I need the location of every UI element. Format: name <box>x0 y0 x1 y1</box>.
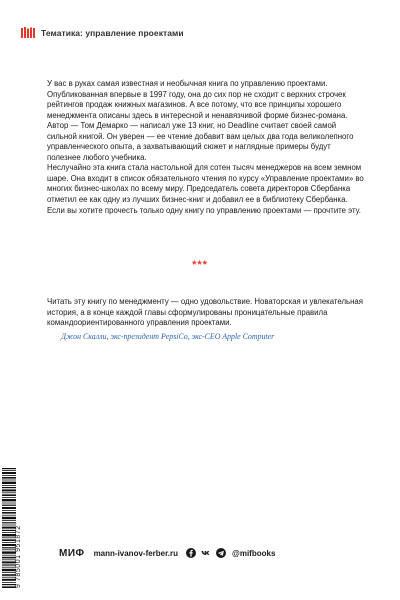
book-stack-icon <box>21 27 36 38</box>
publisher-logo: МИФ <box>59 547 85 559</box>
description-paragraph: У вас в руках самая известная и необычная книга по управлению проектами. Опубликованная впервые в 1997 году, она до сих пор не сходит с верхних строчек рейтингов продаж книжных магазинов. А все потому, что все принципы хорошего менеджмента описаны здесь в интересной и ненавязчивой форме бизнес-романа. Автор — Том Демарко — написал уже 13 книг, но Deadline считает своей самой сильной книгой. Он уверен — ее чтение добавит вам целых два года великолепного управленческого опыта, а захватывающий сюжет и наглядные примеры будут полезнее любого учебника. <box>47 79 354 162</box>
book-description <box>47 79 365 216</box>
barcode-digits: 9 785001 951872 <box>15 525 22 588</box>
description-paragraph: Неслучайно эта книга стала настольной для сотен тысяч менеджеров на всем земном шаре. Она входит в список обязательного чтения по курсу «Управление проектами» во многих бизнес-школах по всему миру. Председатель совета директоров Сбербанка отметил ее как одну из лучших бизнес-книг и добавил ее в библиотеку Сбербанка. <box>47 163 364 205</box>
barcode <box>2 468 16 588</box>
topic-label: Тематика: управление проектами <box>41 27 184 38</box>
vk-icon[interactable] <box>201 548 211 558</box>
review-author: Джон Скалли, экс-президент PepsiCo, экс-CEO Apple Computer <box>61 332 275 341</box>
publisher-footer <box>59 546 275 560</box>
topic-header <box>21 27 184 38</box>
social-handle[interactable]: @mifbooks <box>232 548 276 558</box>
review-quote: Читать эту книгу по менеджменту — одно удовольствие. Новаторская и увлекательная история, а в конце каждой главы сформулированы проницательные правила командоориентированного управления проектами. <box>47 297 363 328</box>
section-separator: *** <box>192 259 208 271</box>
publisher-site[interactable]: mann-ivanov-ferber.ru <box>93 548 179 558</box>
description-paragraph: Если вы хотите прочесть только одну книгу по управлению проектами — прочтите эту. <box>47 205 361 215</box>
telegram-icon[interactable] <box>216 548 226 558</box>
facebook-icon[interactable] <box>186 548 196 558</box>
